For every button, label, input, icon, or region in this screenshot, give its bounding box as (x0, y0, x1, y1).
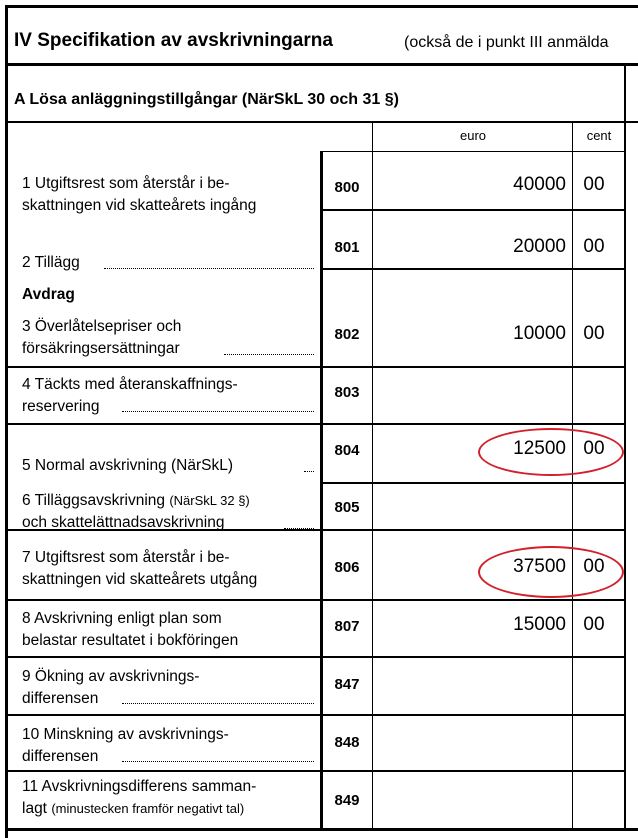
row-1-code: 800 (334, 179, 360, 196)
row-4-cent-field[interactable] (574, 380, 614, 402)
dotted-leader (304, 471, 314, 472)
row-9-code: 847 (334, 676, 360, 693)
dotted-leader (224, 354, 314, 355)
row-3-euro-field[interactable] (374, 323, 566, 345)
row-6-label: 6 Tilläggsavskrivning (NärSkL 32 §) och skattelättnadsavskrivning (22, 492, 250, 531)
avdrag-subheading: Avdrag (22, 286, 75, 303)
row-10-code: 848 (334, 734, 360, 751)
dotted-leader (284, 528, 314, 529)
row-1-euro-field[interactable] (374, 174, 566, 196)
page-title: IV Specifikation av avskrivningarna (14, 30, 333, 51)
code-column-right-border (372, 123, 373, 829)
row-10-cent-field[interactable] (574, 730, 614, 752)
row-8-label: 8 Avskrivning enligt plan som belastar resultatet i bokföringen (22, 610, 239, 649)
row-divider (320, 209, 624, 211)
dotted-leader (104, 268, 314, 269)
section-title: A Lösa anläggningstillgångar (NärSkL 30 och 31 §) (14, 91, 399, 108)
row-7-label: 7 Utgiftsrest som återstår i be- skattningen vid skatteårets utgång (22, 549, 258, 588)
row-11-cent-field[interactable] (574, 786, 614, 808)
row-11-code: 849 (334, 792, 360, 809)
row-divider (5, 366, 624, 368)
row-4-label: 4 Täckts med återanskaffnings- reservering (22, 376, 238, 415)
row-8-cent-field[interactable] (574, 614, 614, 636)
highlight-ellipse (478, 428, 624, 476)
row-1-cent-field[interactable] (574, 174, 614, 196)
row-divider (5, 599, 624, 601)
row-2-code: 801 (334, 239, 360, 256)
row-2-cent-field[interactable] (574, 236, 614, 258)
cent-column-header: cent (586, 128, 612, 143)
row-2-euro-field[interactable] (374, 236, 566, 258)
section-divider (5, 121, 638, 123)
row-9-label: 9 Ökning av avskrivnings- differensen (22, 668, 200, 707)
row-6-cent-field[interactable] (574, 494, 614, 516)
row-5-label: 5 Normal avskrivning (NärSkL) (22, 457, 234, 474)
row-3-code: 802 (334, 326, 360, 343)
row-7-code: 806 (334, 559, 360, 576)
column-header-divider (320, 151, 624, 152)
row-8-euro-field[interactable] (374, 614, 566, 636)
row-divider (5, 770, 624, 772)
highlight-ellipse (478, 546, 624, 598)
row-6-code: 805 (334, 499, 360, 516)
row-4-euro-field[interactable] (374, 380, 566, 402)
row-10-euro-field[interactable] (374, 730, 566, 752)
row-10-label: 10 Minskning av avskrivnings- differensen (22, 726, 229, 765)
euro-column-header: euro (459, 128, 487, 143)
row-4-code: 803 (334, 384, 360, 401)
row-5-code: 804 (334, 442, 360, 459)
top-border (5, 5, 638, 8)
row-9-cent-field[interactable] (574, 672, 614, 694)
header-divider (5, 63, 638, 66)
row-1-label: 1 Utgiftsrest som återstår i be- skattningen vid skatteårets ingång (22, 175, 257, 214)
row-2-label: 2 Tillägg (22, 254, 80, 271)
dotted-leader (122, 761, 314, 762)
row-11-euro-field[interactable] (374, 786, 566, 808)
title-note: (också de i punkt III anmälda (404, 34, 609, 51)
right-column-border (624, 63, 626, 831)
row-divider (5, 656, 624, 658)
row-8-code: 807 (334, 618, 360, 635)
euro-column-right-border (572, 123, 573, 829)
row-11-label: 11 Avskrivningsdifferens samman- lagt (minustecken framför negativt tal) (22, 778, 257, 817)
row-3-cent-field[interactable] (574, 323, 614, 345)
dotted-leader (122, 411, 314, 412)
row-divider (320, 482, 624, 484)
row-divider (5, 423, 624, 425)
row-6-euro-field[interactable] (374, 494, 566, 516)
row-9-euro-field[interactable] (374, 672, 566, 694)
row-3-label: 3 Överlåtelsepriser och försäkringsersättningar (22, 318, 182, 357)
row-divider (320, 268, 624, 270)
dotted-leader (122, 703, 314, 704)
row-divider (5, 714, 624, 716)
